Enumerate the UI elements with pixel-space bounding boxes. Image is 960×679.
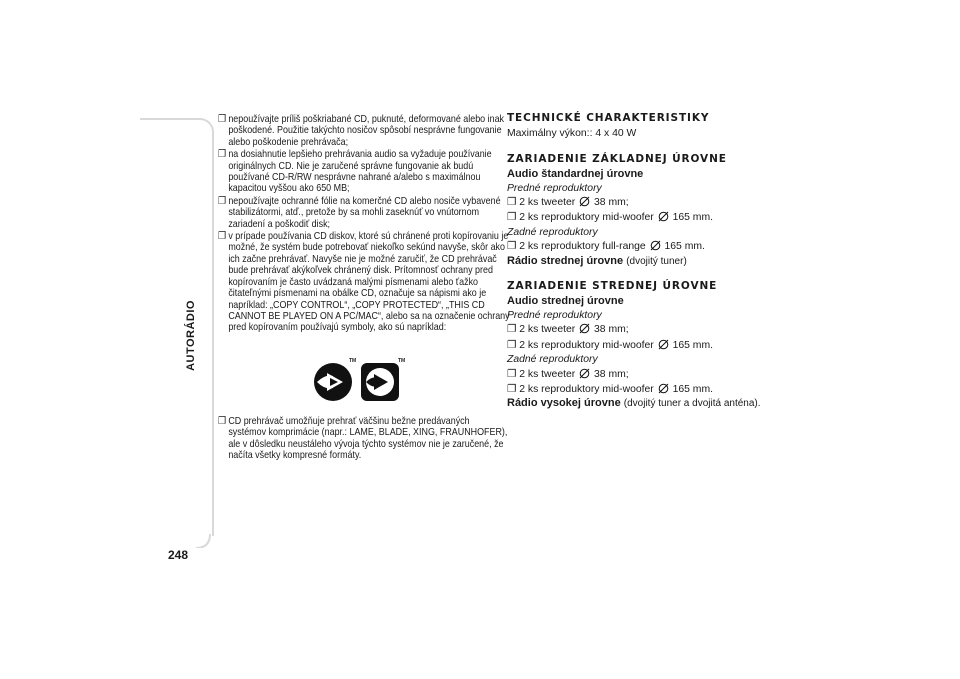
max-power-text: Maximálny výkon:: 4 x 40 W — [507, 128, 637, 140]
trademark-label: TM — [398, 357, 406, 364]
diameter-icon — [658, 339, 669, 350]
sidebar-corner — [140, 534, 212, 548]
bullet-square-icon: ❐ — [507, 212, 517, 224]
list-item: ❐ 2 ks tweeter 38 mm; — [507, 324, 629, 336]
bullet-square-icon: ❐ — [507, 383, 517, 395]
group-label: Zadné reproduktory — [507, 354, 598, 366]
section-label: AUTORÁDIO — [185, 300, 197, 371]
group-label: Predné reproduktory — [507, 182, 602, 194]
bullet-square-icon: ❐ — [507, 368, 517, 380]
list-item: ❐ nepoužívajte ochranné fólie na komerčné CD alebo nosiče vybavené stabilizátormi, atď., pretože by sa mohli zaseknúť vo vnútornom zariadení a poškodiť disk; — [218, 195, 501, 230]
diameter-icon — [579, 196, 590, 207]
bullet-square-icon: ❐ — [507, 197, 517, 209]
bullet-square-icon: ❐ — [507, 324, 517, 336]
sidebar-frame — [140, 118, 214, 536]
bullet-square-icon: ❐ — [218, 231, 227, 243]
bullet-square-icon: ❐ — [507, 339, 517, 351]
bullet-square-icon: ❐ — [507, 241, 517, 253]
radio-spec: Rádio vysokej úrovne (dvojitý tuner a dvojitá anténa). — [507, 397, 761, 410]
list-item: ❐ v prípade používania CD diskov, ktoré sú chránené proti kopírovaniu je možné, že systém bude potrebovať niekoľko sekúnd navyše, skôr ako ich začne prehrávať. Navyše nie je možné zaručiť, že CD prehrávač bude prehrávať akýkoľvek chránený disk. Prítomnosť ochrany pred kopírovaním je často uvádzaná malými písmenami alebo ťažko čitateľnými písmenami na obálke CD, označuje sa nápismi ako je napríklad: „COPY CONTROL“, „COPY PROTECTED“, „THIS CD CANNOT BE PLAYED ON A PC/MAC“, alebo sa na označenie ochrany pred kopírovaním používajú symboly, ako sú napríklad: — [218, 231, 510, 334]
left-column — [218, 114, 510, 462]
section-heading: ZARIADENIE ZÁKLADNEJ ÚROVNE — [507, 152, 727, 165]
list-item: ❐ 2 ks reproduktory mid-woofer 165 mm. — [507, 383, 713, 395]
group-label: Zadné reproduktory — [507, 226, 598, 238]
diameter-icon — [650, 240, 661, 251]
list-item: ❐ 2 ks reproduktory mid-woofer 165 mm. — [507, 212, 713, 224]
section-heading: TECHNICKÉ CHARAKTERISTIKY — [507, 112, 710, 124]
bullet-square-icon: ❐ — [218, 195, 227, 207]
copy-control-logo-icon — [313, 362, 353, 402]
copy-protected-logo-icon — [360, 362, 400, 402]
right-column — [507, 113, 767, 413]
list-item: ❐ CD prehrávač umožňuje prehrať väčšinu bežne predávaných systémov komprimácie (napr.: LAME, BLADE, XING, FRAUNHOFER), ale v dôsledku neustáleho vývoja týchto systémov nie je zaručené, že načíta všetky kompresné formáty. — [218, 415, 508, 461]
list-item: ❐ 2 ks reproduktory full-range 165 mm. — [507, 241, 705, 253]
diameter-icon — [658, 211, 669, 222]
page-number: 248 — [168, 548, 189, 562]
list-item: ❐ 2 ks reproduktory mid-woofer 165 mm. — [507, 339, 713, 351]
copy-protection-logos — [218, 356, 500, 408]
bullet-square-icon: ❐ — [218, 149, 227, 161]
group-label: Predné reproduktory — [507, 309, 602, 321]
diameter-icon — [579, 323, 590, 334]
list-item: ❐ na dosiahnutie lepšieho prehrávania audio sa vyžaduje používanie originálnych CD. Nie je zaručené správne fungovanie ak budú používané CD-R/RW nesprávne nahrané a/alebo s maximálnou kapacitou vyššou ako 650 MB; — [218, 149, 492, 195]
list-item: ❐ nepoužívajte príliš poškriabané CD, puknuté, deformované alebo inak poškodené. Použitie takýchto nosičov spôsobí nesprávne fungovanie alebo poškodenie prehrávača; — [218, 114, 505, 148]
bullet-square-icon: ❐ — [218, 114, 227, 125]
subheading: Audio strednej úrovne — [507, 295, 624, 308]
radio-spec: Rádio strednej úrovne (dvojitý tuner) — [507, 254, 687, 267]
diameter-icon — [579, 368, 590, 379]
diameter-icon — [658, 383, 669, 394]
bullet-square-icon: ❐ — [218, 415, 227, 427]
section-heading: ZARIADENIE STREDNEJ ÚROVNE — [507, 280, 718, 293]
list-item: ❐ 2 ks tweeter 38 mm; — [507, 368, 629, 380]
subheading: Audio štandardnej úrovne — [507, 168, 644, 181]
list-item: ❐ 2 ks tweeter 38 mm; — [507, 197, 629, 209]
trademark-label: TM — [349, 357, 357, 364]
